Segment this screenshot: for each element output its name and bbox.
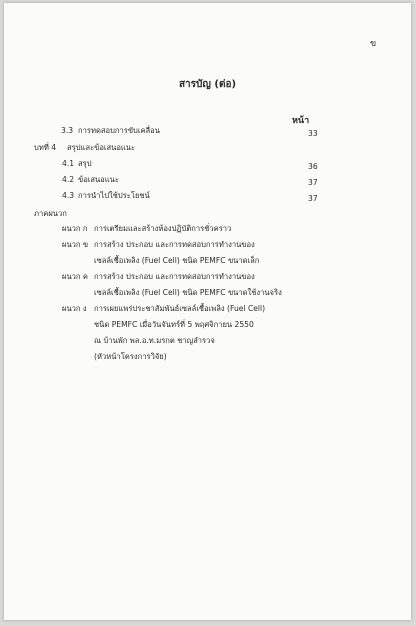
toc-num: 4.1 [62, 159, 75, 168]
appendix-label: ผนวก ง [62, 304, 87, 313]
toc-text: ข้อเสนอแนะ [78, 175, 119, 184]
toc-num: 4.3 [62, 191, 75, 200]
appendix-line: เซลล์เชื้อเพลิง (Fuel Cell) ชนิด PEMFC ขนาดใช้งานจริง [94, 288, 282, 297]
appendix-line: ชนิด PEMFC เมื่อวันจันทร์ที่ 5 พฤศจิกายน 2550 [94, 320, 254, 329]
page-number: ข [370, 39, 377, 49]
toc-num: บทที่ 4 [34, 143, 57, 152]
appendix-label: ผนวก ก [62, 224, 88, 233]
appendix-line: ณ บ้านพัก พล.อ.ท.มรกต ชาญลำรวจ [94, 336, 215, 345]
appendix-line: (หัวหน้าโครงการวิจัย) [94, 352, 167, 361]
page-column-header: หน้า [292, 116, 310, 126]
toc-text: การนำไปใช้ประโยชน์ [78, 191, 150, 200]
toc-num: 4.2 [62, 175, 75, 184]
appendix-label: ผนวก ค [62, 272, 88, 281]
appendix-label: ผนวก ข [62, 240, 89, 249]
appendix-line: เซลล์เชื้อเพลิง (Fuel Cell) ชนิด PEMFC ขนาดเล็ก [94, 256, 260, 265]
appendix-line: การสร้าง ประกอบ และการทดสอบการทำงานของ [94, 240, 255, 249]
appendix-line: การเผยแพร่ประชาสัมพันธ์เซลล์เชื้อเพลิง (Fuel Cell) [94, 304, 266, 313]
toc-text: สรุป [78, 159, 92, 168]
appendix-heading: ภาคผนวก [34, 209, 67, 218]
toc-page: 36 [308, 162, 318, 171]
toc-num: 3.3 [61, 126, 74, 135]
appendix-line: การสร้าง ประกอบ และการทดสอบการทำงานของ [94, 272, 255, 281]
toc-page: 37 [308, 194, 318, 203]
toc-page: 33 [308, 129, 318, 138]
document-page [4, 3, 411, 620]
appendix-line: การเตรียมและสร้างห้องปฏิบัติการชั่วคราว [94, 224, 232, 233]
toc-text: การทดสอบการขับเคลื่อน [78, 126, 160, 135]
toc-text: สรุปและข้อเสนอแนะ [67, 143, 136, 152]
page-title: สารบัญ (ต่อ) [178, 79, 237, 90]
toc-page: 37 [308, 178, 318, 187]
